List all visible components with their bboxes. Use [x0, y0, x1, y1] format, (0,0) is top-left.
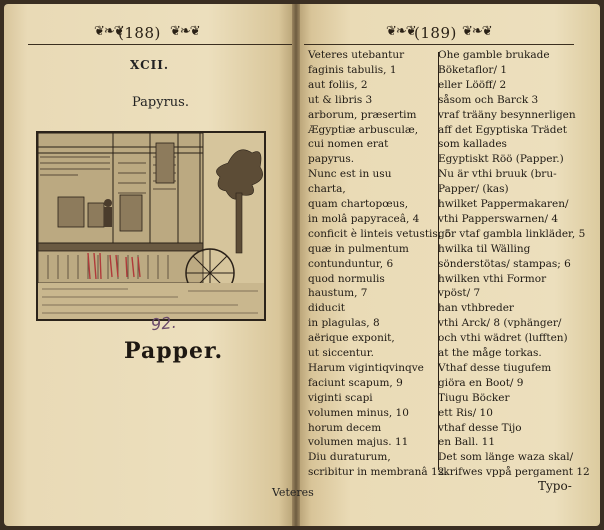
- latin-text: in molâ papyraceâ, 4: [308, 212, 420, 225]
- swedish-text: vraf trääny besynnerligen: [438, 108, 576, 121]
- header-rule-left: [28, 44, 292, 45]
- latin-text: quod normulis: [308, 272, 385, 285]
- handwritten-number: 92.: [150, 312, 178, 335]
- swedish-text: ett Ris/ 10: [438, 406, 493, 419]
- swedish-text: såsom och Barck 3: [438, 93, 539, 106]
- latin-text: Diu duraturum,: [308, 451, 391, 464]
- latin-text: contunduntur, 6: [308, 257, 394, 270]
- right-text-area: [296, 0, 600, 530]
- latin-text: volumen majus. 11: [308, 436, 409, 449]
- swedish-text: hwilken vthi Formor: [438, 272, 547, 285]
- swedish-text: Tiugu Böcker: [438, 391, 510, 404]
- latin-text: volumen minus, 10: [308, 406, 409, 419]
- catchword-right: Typo-: [538, 479, 572, 493]
- latin-text: Veteres utebantur: [308, 49, 405, 61]
- latin-label: Papyrus.: [132, 95, 189, 110]
- latin-text: conficit è linteis vetustis, 5: [308, 227, 452, 240]
- latin-text: aërique exponit,: [308, 332, 395, 345]
- page-number-left: (188): [118, 24, 161, 42]
- swedish-text: Böketaflor/ 1: [438, 63, 507, 76]
- latin-text: charta,: [308, 183, 346, 196]
- header-ornament-right-icon: ❦❧❦: [462, 24, 492, 39]
- latin-text: faciunt scapum, 9: [308, 376, 403, 389]
- header-ornament-right-icon: ❦❧❦: [386, 24, 416, 39]
- swedish-text: skrifwes vppå pergament 12: [438, 466, 590, 479]
- swedish-text: sönderstötas/ stampas; 6: [438, 257, 571, 270]
- swedish-text: Det som länge waza skal/: [438, 451, 574, 464]
- latin-text: faginis tabulis, 1: [308, 63, 397, 76]
- latin-text: diducit: [308, 302, 346, 315]
- latin-text: aut foliis, 2: [308, 78, 368, 91]
- german-title: Papper.: [124, 338, 224, 364]
- latin-text: viginti scapi: [308, 391, 373, 404]
- latin-text: in plagulas, 8: [308, 317, 380, 330]
- swedish-text: hwilket Pappermakaren/: [438, 198, 569, 210]
- swedish-text: vpöst/ 7: [438, 287, 481, 300]
- swedish-text: Egyptiskt Röö (Papper.): [438, 153, 564, 166]
- swedish-text: Vthaf desse tiugufem: [438, 361, 552, 374]
- latin-text: cui nomen erat: [308, 138, 389, 151]
- latin-text: ut siccentur.: [308, 347, 374, 359]
- swedish-text: en Ball. 11: [438, 436, 496, 449]
- header-ornament-left-icon: ❦❧❦: [94, 24, 124, 39]
- latin-text: quæ in pulmentum: [308, 242, 409, 255]
- latin-text: Ægyptiæ arbusculæ,: [308, 123, 419, 136]
- latin-text: scribitur in membranâ 12.: [308, 466, 448, 479]
- swedish-text: vthi Arck/ 8 (vphänger/: [438, 317, 562, 330]
- latin-text: Harum vigintiqvinqve: [308, 361, 424, 374]
- swedish-text: giöra en Boot/ 9: [438, 376, 524, 389]
- latin-text: ut & libris 3: [308, 93, 373, 106]
- papermaking-woodcut: [36, 131, 266, 321]
- swedish-text: han vthbreder: [438, 302, 514, 315]
- swedish-text: gör vtaf gambla linkläder, 5: [438, 227, 586, 240]
- swedish-text: vthi Papperswarnen/ 4: [438, 212, 559, 225]
- swedish-text: eller Lööff/ 2: [438, 78, 507, 91]
- swedish-text: at the måge torkas.: [438, 347, 542, 359]
- latin-text: haustum, 7: [308, 287, 368, 300]
- swedish-text: Nu är vthi bruuk (bru-: [438, 168, 557, 181]
- latin-text: papyrus.: [308, 153, 355, 166]
- catchword-left: Veteres: [272, 486, 314, 499]
- swedish-text: hwilka til Wälling: [438, 242, 531, 255]
- page-number-right: (189): [414, 24, 457, 42]
- swedish-text: som kallades: [438, 138, 507, 151]
- swedish-text: aff det Egyptiska Trädet: [438, 123, 567, 136]
- latin-text: Nunc est in usu: [308, 168, 392, 181]
- swedish-text: Ohe gamble brukade: [438, 49, 550, 61]
- swedish-text: Papper/ (kas): [438, 183, 509, 196]
- swedish-text: vthaf desse Tijo: [438, 421, 522, 434]
- latin-text: quam chartopœus,: [308, 198, 409, 210]
- latin-text: horum decem: [308, 421, 382, 434]
- header-ornament-left-icon: ❦❧❦: [170, 24, 200, 39]
- latin-text: arborum, præsertim: [308, 108, 417, 121]
- section-number: XCII.: [130, 58, 170, 72]
- swedish-text: och vthi wädret (lufften): [438, 332, 568, 345]
